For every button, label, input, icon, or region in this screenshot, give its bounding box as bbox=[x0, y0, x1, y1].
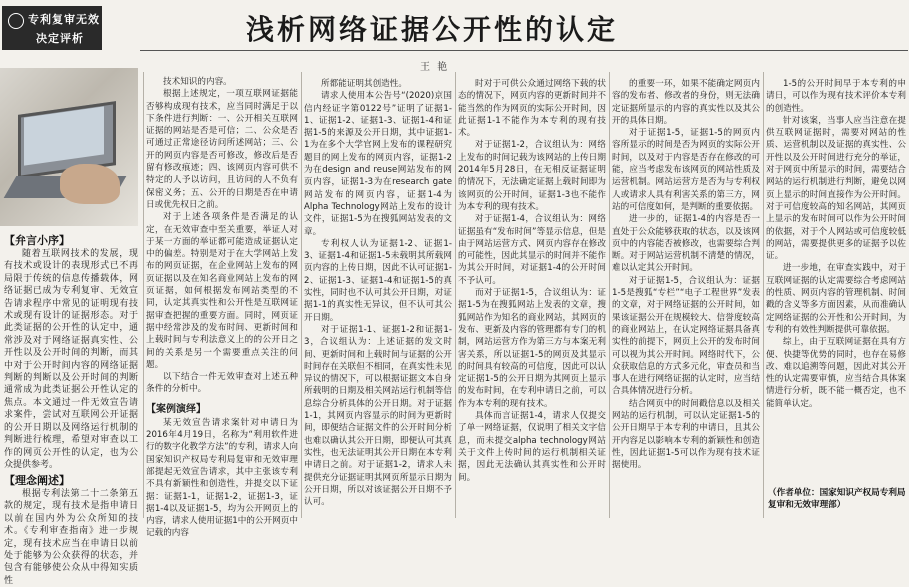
paragraph: 针对该案，当事人应当注意在提供互联网证据时，需要对网站的性质、运营机制以及证据的真实性、公开性以及公开时间进行充分的举证，对于网页中所显示的时间，需要结合网站的运行机制进行判断，避免以网页上显示的时间直接作为公开时间。对于可信度较高的知名网站，其网页上显示的发布时间可以作为公开时间的依据，对于个人网站或可信度较低的网站，需要提供更多的证据予以佐证。 bbox=[766, 115, 906, 262]
paragraph: 所都能证明其创造性。 bbox=[321, 79, 407, 89]
laptop-photo bbox=[0, 68, 138, 226]
paragraph: 对于证据1-2，合议组认为：网络上发布的时间记载为该网站的上传日期2014年5月28日，在无相反证据证明的情况下，无法确定证据上载时间即为该网页的公开时间，证据1-3也不能作为本专利的现有技术。 bbox=[458, 140, 606, 212]
paragraph: 以下结合一件无效审查对上述五种条件的分析中。 bbox=[146, 372, 298, 395]
section-tag-box bbox=[2, 6, 102, 50]
paragraph: 进一步地，在审查实践中，对于互联网证据的认定需要综合考虑网站的性质、网页内容的管理机制、时间戳的含义等多方面因素，从而准确认定网络证据的公开性和公开时间，为专利的有效性判断提供可靠依据。 bbox=[766, 263, 906, 335]
column-divider bbox=[143, 72, 144, 518]
article-column-2 bbox=[304, 78, 452, 518]
paragraph: 对于证据1-1、证据1-2和证据1-3，合议组认为：上述证据的发文时间、更新时间和上载时间与证据的公开时间存在关联但不相同，在真实性未见异议的情况下，可以根据证据文本自身所载明的日期及相关网站运行机制等信息综合分析具体的公开日期。对于证据1-1，其网页内容显示的时间为更新时间，即便结合证据文件的公开时间分析也难以确认其公开日期，即便认可其真实性，也无法证明其公开日期在本专利申请日之前。对于证据1-2，请求人未提供充分证据证明其网页所显示日期为公开日期，所以对该证据公开日期不予认可。 bbox=[304, 324, 452, 508]
title-rule bbox=[140, 50, 908, 51]
article-author: 王 艳 bbox=[420, 62, 450, 73]
article-column-3 bbox=[458, 78, 606, 518]
sidebar bbox=[0, 68, 142, 586]
paragraph: 综上，由于互联网证据在具有方便、快捷等优势的同时，也存在易修改、难以追溯等问题，因此对其公开性的认定需要审慎，应当结合具体案情进行分析，既不能一概否定，也不能简单认定。 bbox=[766, 337, 906, 409]
column-divider bbox=[301, 72, 302, 518]
reason-heading: 【理念阐述】 bbox=[4, 474, 70, 487]
article-column-4 bbox=[612, 78, 760, 518]
paragraph: 请求人使用本公告号“(2020)京国信内经证字第0122号”证明了证据1-1、证据1-2、证据1-3、证据1-4和证据1-5的来源及公开日期，其中证据1-1为在多个大学官网上发布的课程研究题目的网上发布的网页内容，证据1-2为在design and reuse网站发布的网页内容，证据1-3为在research gate网站发布的网页内容，证据1-4为Alpha Technology网站上发布的设计文件，证据1-5为在搜狐网站发表的文章。 bbox=[304, 91, 452, 237]
paragraph: 而对于证据1-5，合议组认为：证据1-5为在搜狐网站上发表的文章，搜狐网站作为知名的商业网站，其网页的发布、更新及内容的管理都有专门的机制，网站运营方作为第三方与本案无利害关系，所以证据1-5的网页及其显示的时间具有较高的可信度，因此可以认定证据1-5的公开日期为其网页上显示的发布时间，在专利申请日之前，可以作为本专利的现有技术。 bbox=[458, 288, 606, 409]
paragraph: 具体而言证据1-4，请求人仅提交了单一网络证据，仅说明了相关文字信息，而未提交alpha technology网站关于文件上传时间的运行机制相关证据，因此无法确认其真实性和公开时间。 bbox=[458, 411, 606, 483]
article-column-5 bbox=[766, 78, 906, 484]
paragraph: 时对于可供公众通过网络下载的状态的情况下，网页内容的更新时间并不能当然的作为网页的实际公开时间，因此证据1-1不能作为本专利的现有技术。 bbox=[458, 79, 606, 139]
paragraph: 对于证据1-5，证据1-5的网页内容所显示的时间是否为网页的实际公开时间，以及对于内容是否存在修改的可能，应当考虑发布该网页的网站性质及运营机制。网站运营方是否为与专利权人或请求人具有利害关系的第三方，网站的可信度如何，是判断的重要依据。 bbox=[612, 128, 760, 212]
paragraph: 技术知识的内容。 bbox=[163, 77, 232, 87]
reason-text: 根据专利法第二十二条第五款的规定，现有技术是指申请日以前在国内外为公众所知的技术。《专利审查指南》进一步规定，现有技术应当在申请日以前处于能够为公众获得的状态，并包含有能够使公众从中得知实质性 bbox=[4, 489, 138, 586]
section-tag-line2: 决定评析 bbox=[36, 32, 84, 45]
section-tag-emblem-icon bbox=[8, 13, 24, 29]
paragraph: 对于上述各项条件是否满足的认定，在无效审查中至关重要，举证人对于某一方面的举证都可能造成证据认定中的偏差。特别是对于在大学网站上发布的网页证据，在企业网站上发布的网页证据以及在知名商业网站上发布的网页证据，如何根据发布网站类型的不同，认定其真实性和公开性是互联网证据审查把握的重要方面。同时，网页证据中经常涉及的发布时间、更新时间和上载时间与专利法意义上的的公开日之间的关系是另一个需要重点关注的问题。 bbox=[146, 212, 298, 370]
paragraph: 结合网页中的时间戳信息以及相关网站的运行机制，可以认定证据1-5的公开日期早于本专利的申请日，且其公开内容足以影响本专利的新颖性和创造性，因此证据1-5可以作为现有技术证据使用。 bbox=[612, 398, 760, 471]
paragraph: 进一步的，证据1-4的内容是否一直处于公众能够获取的状态，以及该网页中的内容能否被修改，也需要综合判断。对于网站运营机制不清楚的情况，难以认定其公开时间。 bbox=[612, 214, 760, 274]
article-title: 浅析网络证据公开性的认定 bbox=[246, 13, 619, 46]
article-column-1 bbox=[146, 76, 298, 539]
paragraph: 对于证据1-5，合议组认为：证据1-5是搜狐“专栏”“电子工程世界”发表的文章，对于网络证据的公开时间，如果该证据公开在规模较大、信誉度较高的商业网站上，在认定网络证据具备真实性的前提下，网页上公开的发布时间可以视为其公开时间。网络时代下，公众获取信息的方式多元化，审查员和当事人在进行网络证据的认定时，应当结合具体情况进行分析。 bbox=[612, 275, 760, 397]
column-divider bbox=[763, 72, 764, 518]
hand-shape bbox=[60, 164, 120, 204]
paragraph: 某无效宣告请求案针对申请日为2016年4月19日，名称为“利用软件进行的数字化教学方法”的专利，请求人向国家知识产权局专利局复审和无效审理部提起无效宣告请求，其中主张该专利不具有新颖性和创造性，并提交以下证据：证据1-1，证据1-2，证据1-3，证据1-4以及证据1-5，均为公开网页上的内容，请求人使用证据1中的公开网页中记载的内容 bbox=[146, 417, 298, 539]
column-divider bbox=[609, 72, 610, 518]
intro-heading: 【弁言小序】 bbox=[4, 234, 70, 247]
paragraph: 对于证据1-4，合议组认为：网络证据虽有“发布时间”等显示信息，但是由于网站运营方式、网页内容存在修改的可能性，因此其显示的时间并不能作为其公开时间，对证据1-4的公开时间不予认可。 bbox=[458, 214, 606, 286]
section-tag-line1: 专利复审无效 bbox=[28, 13, 100, 26]
paragraph: 根据上述规定，一项互联网证据能否够构成现有技术，应当同时满足于以下条件进行判断：一、公开相关互联网证据的网站是否是可信；二、公众是否可通过正常途径访问所述网站；三、公开的网页内容是否可修改，修改后是否留有修改痕迹；四、该网页内容可供不特定的人予以访问，且访问的人不负有保密义务；五、公开的日期是否在申请日或优先权日之前。 bbox=[146, 89, 298, 210]
column-divider bbox=[455, 72, 456, 518]
section-tag bbox=[2, 6, 102, 50]
intro-text: 随着互联网技术的发展，现有技术或设计的表现形式已不再局限于传统的信息传播载体，网络证据已成为专利复审、无效宣告请求程序中常见的证明现有技术或现有设计的证据形态。对于此类证据的公开性的认定中，通常涉及对于网络证据真实性、公开性以及公开时间的判断，而其中对于公开时间内容的网络证据判断的判断以及公开时间的判断通常成为此类证据公开性认定的焦点。本文通过一件无效宣告请求案件，尝试对互联网公开证据的公开日期以及网络运行机制的判断进行梳理，希望对审查以工作的网页公开性的认定，也为公众提供参考。 bbox=[4, 249, 138, 470]
author-affiliation: （作者单位：国家知识产权局专利局复审和无效审理部） bbox=[768, 488, 906, 510]
paragraph: 的重要一环，如果不能确定网页内容的发布者、修改者的身份，则无法确定证据所显示的内容的真实性以及其公开的具体日期。 bbox=[612, 79, 760, 126]
paragraph: 专利权人认为证据1-2、证据1-3、证据1-4和证据1-5未载明其所载网页内容的上传日期，因此不认可证据1-2、证据1-3、证据1-4和证据1-5的真实性，同时也不认可其公开日期，对证据1-1的真实性无异议，但不认可其公开日期。 bbox=[304, 238, 452, 323]
section-subheading: 【案例演绎】 bbox=[146, 403, 206, 415]
paragraph: 1-5的公开时间早于本专利的申请日，可以作为现有技术评价本专利的创造性。 bbox=[766, 79, 906, 114]
